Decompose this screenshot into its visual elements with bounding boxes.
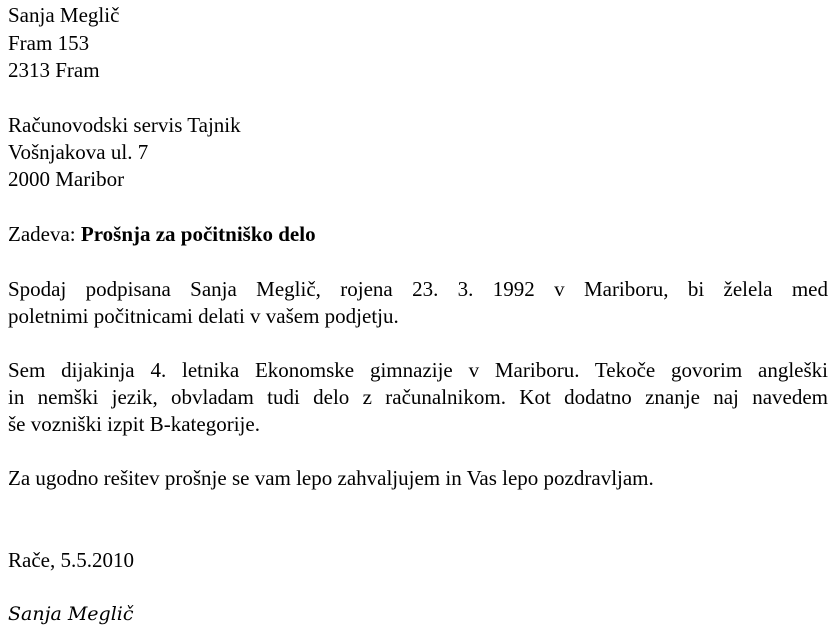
sender-street: Fram 153 bbox=[8, 31, 90, 55]
recipient-name: Računovodski servis Tajnik bbox=[8, 113, 241, 137]
paragraph-line: poletnimi počitnicami delati v vašem podjetju. bbox=[8, 304, 399, 328]
subject-line bbox=[8, 221, 316, 248]
paragraph-line: Sem dijakinja 4. letnika Ekonomske gimnazije v Mariboru. Tekoče govorim angleški bbox=[8, 358, 828, 382]
subject-text: Prošnja za počitniško delo bbox=[80, 222, 316, 246]
subject-label: Zadeva: bbox=[8, 222, 76, 246]
sender-city: 2313 Fram bbox=[8, 58, 100, 82]
paragraph-closing: Za ugodno rešitev prošnje se vam lepo zahvaljujem in Vas lepo pozdravljam. bbox=[8, 466, 654, 490]
place-date: Rače, 5.5.2010 bbox=[8, 548, 134, 572]
handwritten-signature bbox=[7, 596, 147, 632]
paragraph-line: in nemški jezik, obvladam tudi delo z računalnikom. Kot dodatno znanje naj navedem bbox=[8, 385, 828, 409]
recipient-city: 2000 Maribor bbox=[8, 167, 125, 191]
paragraph-request bbox=[8, 276, 828, 330]
paragraph-qualifications bbox=[8, 357, 828, 438]
signature-text: Sanja Meglič bbox=[8, 603, 134, 625]
sender-name: Sanja Meglič bbox=[8, 3, 120, 27]
paragraph-line: še vozniški izpit B-kategorije. bbox=[8, 412, 260, 436]
paragraph-line: Spodaj podpisana Sanja Meglič, rojena 23. 3. 1992 v Mariboru, bi želela med bbox=[8, 277, 828, 301]
recipient-street: Vošnjakova ul. 7 bbox=[8, 140, 149, 164]
